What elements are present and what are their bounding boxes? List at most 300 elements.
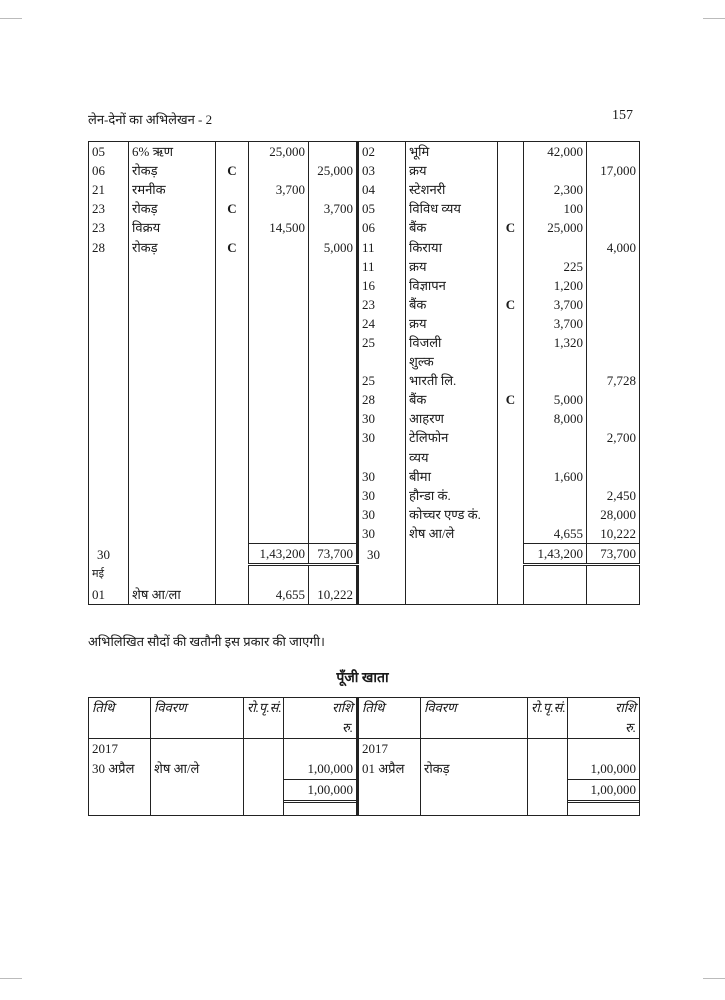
- date-cell: [89, 276, 129, 295]
- amount: 1,00,000: [307, 761, 353, 776]
- particulars-cell: [129, 409, 216, 428]
- amount-cell: [587, 352, 640, 371]
- date: 30 अप्रैल: [92, 761, 135, 776]
- date-cell: [358, 448, 406, 467]
- amount-cell: 10,222: [587, 524, 640, 544]
- date: 01 अप्रैल: [362, 761, 405, 776]
- table-row: [89, 565, 640, 586]
- particulars-cell: [421, 739, 528, 816]
- amount-label: राशि: [615, 700, 636, 715]
- header-particulars: विवरण: [421, 698, 528, 739]
- contra-marker: [498, 180, 524, 199]
- amount: 1,00,000: [590, 761, 636, 776]
- amount-cell: [524, 565, 587, 586]
- contra-marker: [498, 543, 524, 564]
- capital-account-table: [88, 697, 640, 816]
- particulars-cell: [129, 428, 216, 447]
- amount-cell: 5,000: [309, 237, 358, 256]
- contra-marker: [498, 428, 524, 447]
- particulars-cell: रमनीक: [129, 180, 216, 199]
- contra-marker: [498, 467, 524, 486]
- amount-cell: 4,655: [249, 585, 309, 605]
- particulars-cell: [129, 505, 216, 524]
- amount-cell: 2,450: [587, 486, 640, 505]
- contra-marker: [216, 565, 249, 586]
- contra-marker: [498, 333, 524, 352]
- contra-marker: [498, 352, 524, 371]
- contra-marker: C: [216, 161, 249, 180]
- year: 2017: [362, 741, 388, 756]
- particulars-cell: [151, 739, 244, 816]
- particulars-cell: [129, 565, 216, 586]
- amount-cell: 3,700: [524, 295, 587, 314]
- table-row: [89, 371, 640, 390]
- amount-cell: 1,600: [524, 467, 587, 486]
- amount-cell: [249, 199, 309, 218]
- contra-marker: [498, 199, 524, 218]
- amount-cell: [309, 180, 358, 199]
- particulars-cell: रोकड़: [129, 161, 216, 180]
- contra-marker: [498, 276, 524, 295]
- contra-marker: [216, 448, 249, 467]
- particulars-cell: [129, 314, 216, 333]
- folio-cell: [528, 739, 568, 816]
- contra-marker: [498, 314, 524, 333]
- date-cell: [89, 428, 129, 447]
- particulars-cell: आहरण: [406, 409, 498, 428]
- header-folio: रो.पृ.सं.: [528, 698, 568, 739]
- particulars-cell: कोच्चर एण्ड कं.: [406, 505, 498, 524]
- amount-cell: [524, 237, 587, 256]
- contra-marker: [498, 142, 524, 162]
- amount-cell: [587, 199, 640, 218]
- amount-cell: [309, 486, 358, 505]
- amount-cell: [587, 257, 640, 276]
- amount-cell: [249, 161, 309, 180]
- particulars-cell: क्रय: [406, 161, 498, 180]
- header-folio: रो.पृ.सं.: [244, 698, 284, 739]
- crop-mark: [0, 18, 22, 19]
- amount-cell: [587, 390, 640, 409]
- amount-cell: [249, 409, 309, 428]
- particulars-cell: [129, 276, 216, 295]
- date-cell: [89, 352, 129, 371]
- particulars-cell: भारती लि.: [406, 371, 498, 390]
- amount-cell: [309, 467, 358, 486]
- particulars-cell: [129, 543, 216, 564]
- amount-cell: [309, 218, 358, 237]
- amount-cell: 3,700: [524, 314, 587, 333]
- date-cell: 30: [358, 524, 406, 544]
- contra-marker: [216, 505, 249, 524]
- contra-marker: C: [498, 295, 524, 314]
- contra-marker: C: [498, 390, 524, 409]
- particulars-cell: [129, 486, 216, 505]
- particulars-cell: [129, 448, 216, 467]
- table-row: [89, 739, 640, 816]
- date-cell: 28: [89, 237, 129, 256]
- date-cell: 30: [89, 543, 129, 564]
- amount-cell: [587, 142, 640, 162]
- date-cell: 30: [358, 486, 406, 505]
- date-cell: [89, 524, 129, 544]
- amount-cell: 5,000: [524, 390, 587, 409]
- date-cell: 30: [358, 428, 406, 447]
- particulars-cell: [129, 371, 216, 390]
- table-row: [89, 585, 640, 605]
- contra-marker: C: [216, 237, 249, 256]
- page-number: 157: [612, 108, 633, 123]
- date-cell: 23: [89, 199, 129, 218]
- date-cell: 06: [89, 161, 129, 180]
- particulars-cell: विविध व्यय: [406, 199, 498, 218]
- note-text: अभिलिखित सौदों की खतौनी इस प्रकार की जाएगी।: [88, 634, 325, 649]
- amount-cell: 8,000: [524, 409, 587, 428]
- particulars-cell: विजली: [406, 333, 498, 352]
- contra-marker: [216, 333, 249, 352]
- amount-cell: 4,655: [524, 524, 587, 544]
- contra-marker: [498, 161, 524, 180]
- date-cell: 30: [358, 409, 406, 428]
- particulars-cell: रोकड़: [129, 199, 216, 218]
- amount-cell: 1,200: [524, 276, 587, 295]
- table-row: [89, 390, 640, 409]
- amount-cell: [524, 585, 587, 605]
- contra-marker: [498, 448, 524, 467]
- amount-cell: [249, 565, 309, 586]
- date-cell: [89, 486, 129, 505]
- date-cell: 24: [358, 314, 406, 333]
- amount-cell: 4,000: [587, 237, 640, 256]
- particulars-cell: [129, 524, 216, 544]
- date-cell: [358, 352, 406, 371]
- particulars-cell: [406, 585, 498, 605]
- date-cell: 30: [358, 543, 406, 564]
- date-cell: 16: [358, 276, 406, 295]
- date-cell: [89, 295, 129, 314]
- amount-cell: [249, 314, 309, 333]
- amount-cell: [524, 352, 587, 371]
- table-row: [89, 486, 640, 505]
- amount-cell: 10,222: [309, 585, 358, 605]
- amount-cell: [309, 314, 358, 333]
- date-cell: [89, 314, 129, 333]
- amount-cell: 2,700: [587, 428, 640, 447]
- particulars-cell: टेलिफोन: [406, 428, 498, 447]
- total-amount: 1,00,000: [284, 779, 356, 803]
- contra-marker: [216, 467, 249, 486]
- contra-marker: [498, 237, 524, 256]
- amount-cell: 25,000: [309, 161, 358, 180]
- amount-cell: [249, 257, 309, 276]
- amount-cell: [309, 505, 358, 524]
- date-cell: 01: [89, 585, 129, 605]
- contra-marker: [216, 543, 249, 564]
- contra-marker: [216, 428, 249, 447]
- contra-marker: [216, 295, 249, 314]
- amount-cell: [587, 467, 640, 486]
- particulars-cell: बैंक: [406, 390, 498, 409]
- amount-cell: 17,000: [587, 161, 640, 180]
- amount-cell: [309, 524, 358, 544]
- date-cell: [89, 409, 129, 428]
- date-cell: 25: [358, 371, 406, 390]
- contra-marker: C: [498, 218, 524, 237]
- amount-cell: [309, 565, 358, 586]
- particulars-cell: [129, 390, 216, 409]
- amount-cell: 14,500: [249, 218, 309, 237]
- table-row: [89, 257, 640, 276]
- date-cell: 11: [358, 257, 406, 276]
- amount-cell: 7,728: [587, 371, 640, 390]
- amount-label: राशि: [332, 700, 353, 715]
- amount-cell: [524, 448, 587, 467]
- amount-cell: [587, 180, 640, 199]
- header-amount: [568, 698, 640, 739]
- amount-cell: [587, 314, 640, 333]
- amount-cell: 42,000: [524, 142, 587, 162]
- table-row: [89, 352, 640, 371]
- date-cell: [89, 257, 129, 276]
- date-cell: 11: [358, 237, 406, 256]
- amount-cell: [249, 295, 309, 314]
- amount-cell: [309, 257, 358, 276]
- amount-cell: [587, 276, 640, 295]
- contra-marker: [498, 257, 524, 276]
- date-cell: 05: [89, 142, 129, 162]
- date-cell: 21: [89, 180, 129, 199]
- amount-cell: 1,43,200: [524, 543, 587, 564]
- capital-account-title: पूँजी खाता: [336, 671, 389, 686]
- table-row: [89, 161, 640, 180]
- date-cell: [89, 371, 129, 390]
- amount-cell: [249, 428, 309, 447]
- contra-marker: [498, 505, 524, 524]
- amount-cell: [249, 505, 309, 524]
- date-cell: 23: [358, 295, 406, 314]
- date-cell: 02: [358, 142, 406, 162]
- particulars-cell: किराया: [406, 237, 498, 256]
- amount-cell: [524, 428, 587, 447]
- particulars-cell: [129, 257, 216, 276]
- particulars-cell: [406, 543, 498, 564]
- table-row: [89, 428, 640, 447]
- amount-cell: [309, 333, 358, 352]
- contra-marker: [216, 276, 249, 295]
- particulars-cell: शुल्क: [406, 352, 498, 371]
- date-cell: [358, 585, 406, 605]
- amount-cell: [249, 486, 309, 505]
- header-row: [89, 698, 640, 739]
- amount-cell: [309, 142, 358, 162]
- date-cell: 28: [358, 390, 406, 409]
- amount-cell: [309, 390, 358, 409]
- total-amount: 1,00,000: [568, 779, 639, 803]
- particulars-cell: भूमि: [406, 142, 498, 162]
- currency-label: रु.: [341, 720, 353, 735]
- particulars-cell: हौन्डा कं.: [406, 486, 498, 505]
- particulars-cell: रोकड़: [129, 237, 216, 256]
- amount-cell: [568, 739, 640, 816]
- contra-marker: [216, 524, 249, 544]
- table-row: [89, 467, 640, 486]
- amount-cell: [309, 428, 358, 447]
- amount-cell: [309, 276, 358, 295]
- header-particulars: विवरण: [151, 698, 244, 739]
- particulars-cell: [129, 295, 216, 314]
- particulars-cell: क्रय: [406, 314, 498, 333]
- table-row: [89, 333, 640, 352]
- table-row: [89, 142, 640, 162]
- amount-cell: [284, 739, 358, 816]
- particulars: शेष आ/ले: [154, 761, 200, 776]
- table-row: [89, 409, 640, 428]
- contra-marker: [498, 371, 524, 390]
- date-cell: [89, 448, 129, 467]
- particulars: रोकड़: [424, 761, 450, 776]
- contra-marker: [216, 486, 249, 505]
- amount-cell: [587, 565, 640, 586]
- date-cell: 06: [358, 218, 406, 237]
- amount-cell: [587, 333, 640, 352]
- currency-label: रु.: [624, 720, 636, 735]
- crop-mark: [703, 18, 725, 19]
- amount-cell: [587, 585, 640, 605]
- table-row: [89, 199, 640, 218]
- amount-cell: [249, 237, 309, 256]
- date-cell: [89, 505, 129, 524]
- amount-cell: [587, 409, 640, 428]
- date-cell: [89, 739, 151, 816]
- particulars-cell: बीमा: [406, 467, 498, 486]
- date-cell: मई: [89, 565, 129, 586]
- table-row: [89, 314, 640, 333]
- particulars-cell: विक्रय: [129, 218, 216, 237]
- running-header: लेन-देनों का अभिलेखन - 2: [88, 112, 213, 127]
- cash-bank-ledger-table: [88, 141, 640, 605]
- contra-marker: [216, 218, 249, 237]
- particulars-cell: [129, 333, 216, 352]
- contra-marker: [216, 314, 249, 333]
- amount-cell: [249, 448, 309, 467]
- amount-cell: [309, 295, 358, 314]
- date-cell: 04: [358, 180, 406, 199]
- amount-cell: 100: [524, 199, 587, 218]
- date-cell: 05: [358, 199, 406, 218]
- amount-cell: [249, 352, 309, 371]
- contra-marker: C: [216, 199, 249, 218]
- amount-cell: 1,320: [524, 333, 587, 352]
- date-cell: 30: [358, 467, 406, 486]
- date-cell: [358, 565, 406, 586]
- date-cell: [89, 467, 129, 486]
- amount-cell: 3,700: [249, 180, 309, 199]
- amount-cell: [309, 352, 358, 371]
- amount-cell: [524, 486, 587, 505]
- amount-cell: 25,000: [249, 142, 309, 162]
- particulars-cell: [129, 352, 216, 371]
- amount-cell: [249, 390, 309, 409]
- particulars-cell: शेष आ/ले: [406, 524, 498, 544]
- table-row: [89, 295, 640, 314]
- amount-cell: [587, 448, 640, 467]
- crop-mark: [703, 978, 725, 979]
- contra-marker: [498, 409, 524, 428]
- contra-marker: [216, 409, 249, 428]
- amount-cell: [309, 448, 358, 467]
- contra-marker: [498, 565, 524, 586]
- particulars-cell: [129, 467, 216, 486]
- amount-cell: 2,300: [524, 180, 587, 199]
- header-date: तिथि: [89, 698, 151, 739]
- amount-cell: [524, 161, 587, 180]
- amount-cell: 73,700: [587, 543, 640, 564]
- particulars-cell: व्यय: [406, 448, 498, 467]
- particulars-cell: स्टेशनरी: [406, 180, 498, 199]
- contra-marker: [216, 180, 249, 199]
- table-row: [89, 448, 640, 467]
- amount-cell: 28,000: [587, 505, 640, 524]
- amount-cell: [249, 333, 309, 352]
- particulars-cell: क्रय: [406, 257, 498, 276]
- amount-cell: [249, 524, 309, 544]
- particulars-cell: [406, 565, 498, 586]
- date-cell: [89, 390, 129, 409]
- contra-marker: [216, 257, 249, 276]
- contra-marker: [216, 371, 249, 390]
- contra-marker: [498, 585, 524, 605]
- table-row: [89, 218, 640, 237]
- table-row: [89, 505, 640, 524]
- contra-marker: [498, 486, 524, 505]
- amount-cell: [249, 371, 309, 390]
- header-amount: [284, 698, 358, 739]
- amount-cell: [309, 409, 358, 428]
- folio-cell: [244, 739, 284, 816]
- particulars-cell: बैंक: [406, 218, 498, 237]
- amount-cell: [524, 371, 587, 390]
- amount-cell: [309, 371, 358, 390]
- particulars-cell: शेष आ/ला: [129, 585, 216, 605]
- date-cell: 03: [358, 161, 406, 180]
- table-row: [89, 524, 640, 544]
- date-cell: 30: [358, 505, 406, 524]
- amount-cell: [249, 467, 309, 486]
- amount-cell: [587, 295, 640, 314]
- amount-cell: [587, 218, 640, 237]
- particulars-cell: बैंक: [406, 295, 498, 314]
- crop-mark: [0, 978, 22, 979]
- table-row: [89, 276, 640, 295]
- amount-cell: 73,700: [309, 543, 358, 564]
- table-row: [89, 237, 640, 256]
- particulars-cell: विज्ञापन: [406, 276, 498, 295]
- amount-cell: [524, 505, 587, 524]
- contra-marker: [216, 142, 249, 162]
- date-cell: 25: [358, 333, 406, 352]
- contra-marker: [216, 585, 249, 605]
- table-row: [89, 180, 640, 199]
- amount-cell: 225: [524, 257, 587, 276]
- date-cell: [358, 739, 421, 816]
- amount-cell: 25,000: [524, 218, 587, 237]
- amount-cell: 3,700: [309, 199, 358, 218]
- total-row: [89, 543, 640, 564]
- amount-cell: [249, 276, 309, 295]
- header-date: तिथि: [358, 698, 421, 739]
- contra-marker: [216, 352, 249, 371]
- date-cell: [89, 333, 129, 352]
